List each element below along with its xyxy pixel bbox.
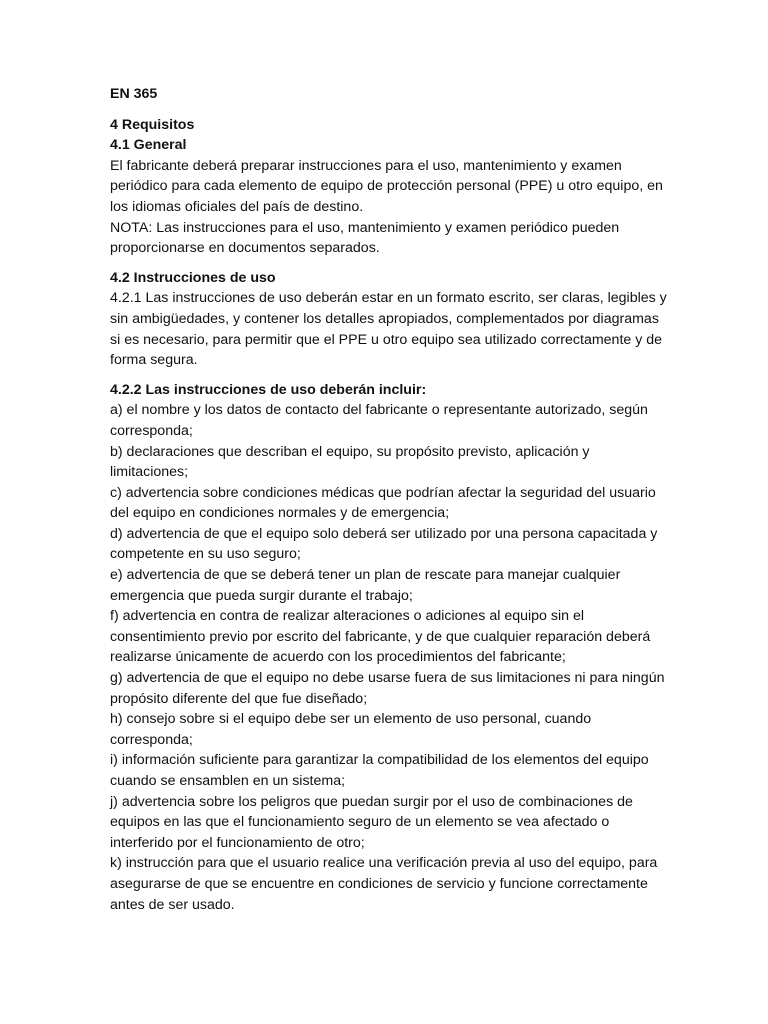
document-title: EN 365 <box>110 86 158 102</box>
list-item-k: k) instrucción para que el usuario realice una verificación previa al uso del equipo, para asegurarse de que se encuentre en condiciones de servicio y funcione correctamente antes de ser usado. <box>110 855 658 913</box>
section-4-1-paragraph: El fabricante deberá preparar instrucciones para el uso, mantenimiento y examen periódico para cada elemento de equipo de protección personal (PPE) u otro equipo, en los idiomas oficiales del país de destino. <box>110 157 663 215</box>
list-item-a: a) el nombre y los datos de contacto del fabricante o representante autorizado, según corresponda; <box>110 402 648 439</box>
list-item-h: h) consejo sobre si el equipo debe ser un elemento de uso personal, cuando corresponda; <box>110 711 592 748</box>
document-page <box>110 84 670 924</box>
section-4-1-note: NOTA: Las instrucciones para el uso, mantenimiento y examen periódico pueden proporcionarse en documentos separados. <box>110 219 620 257</box>
list-item-f: f) advertencia en contra de realizar alteraciones o adiciones al equipo sin el consentimiento previo por escrito del fabricante, y de que cualquier reparación deberá realizarse únicamente de acuerdo con los procedimientos del fabricante; <box>110 608 651 666</box>
section-4-2-1-paragraph: 4.2.1 Las instrucciones de uso deberán estar en un formato escrito, ser claras, legibles y sin ambigüedades, y contener los detalles apropiados, complementados por diagramas si es necesario, para permitir que el PPE u otro equipo sea utilizado correctamente y de forma segura. <box>110 290 667 369</box>
section-4-1-heading: 4.1 General <box>110 137 187 154</box>
list-item-i: i) información suficiente para garantizar la compatibilidad de los elementos del equipo cuando se ensamblen en un sistema; <box>110 752 649 789</box>
section-4-2-2-list <box>110 380 670 915</box>
list-item-e: e) advertencia de que se deberá tener un plan de rescate para manejar cualquier emergencia que pueda surgir durante el trabajo; <box>110 567 621 604</box>
list-item-g: g) advertencia de que el equipo no debe usarse fuera de sus limitaciones ni para ningún propósito diferente del que fue diseñado; <box>110 670 665 707</box>
section-4-heading: 4 Requisitos <box>110 116 195 133</box>
section-4-2-heading: 4.2 Instrucciones de uso <box>110 269 276 286</box>
list-item-b: b) declaraciones que describan el equipo, su propósito previsto, aplicación y limitaciones; <box>110 443 590 481</box>
section-4-2-instrucciones <box>110 268 670 371</box>
list-item-d: d) advertencia de que el equipo solo deberá ser utilizado por una persona capacitada y competente en su uso seguro; <box>110 525 658 563</box>
list-item-c: c) advertencia sobre condiciones médicas que podrían afectar la seguridad del usuario del equipo en condiciones normales y de emergencia; <box>110 484 656 522</box>
list-item-j: j) advertencia sobre los peligros que puedan surgir por el uso de combinaciones de equipos en las que el funcionamiento seguro de un elemento se vea afectado o interferido por el funcionamiento de otro; <box>110 793 633 851</box>
section-4-requisitos <box>110 115 670 259</box>
section-4-2-2-heading: 4.2.2 Las instrucciones de uso deberán incluir: <box>110 381 427 398</box>
